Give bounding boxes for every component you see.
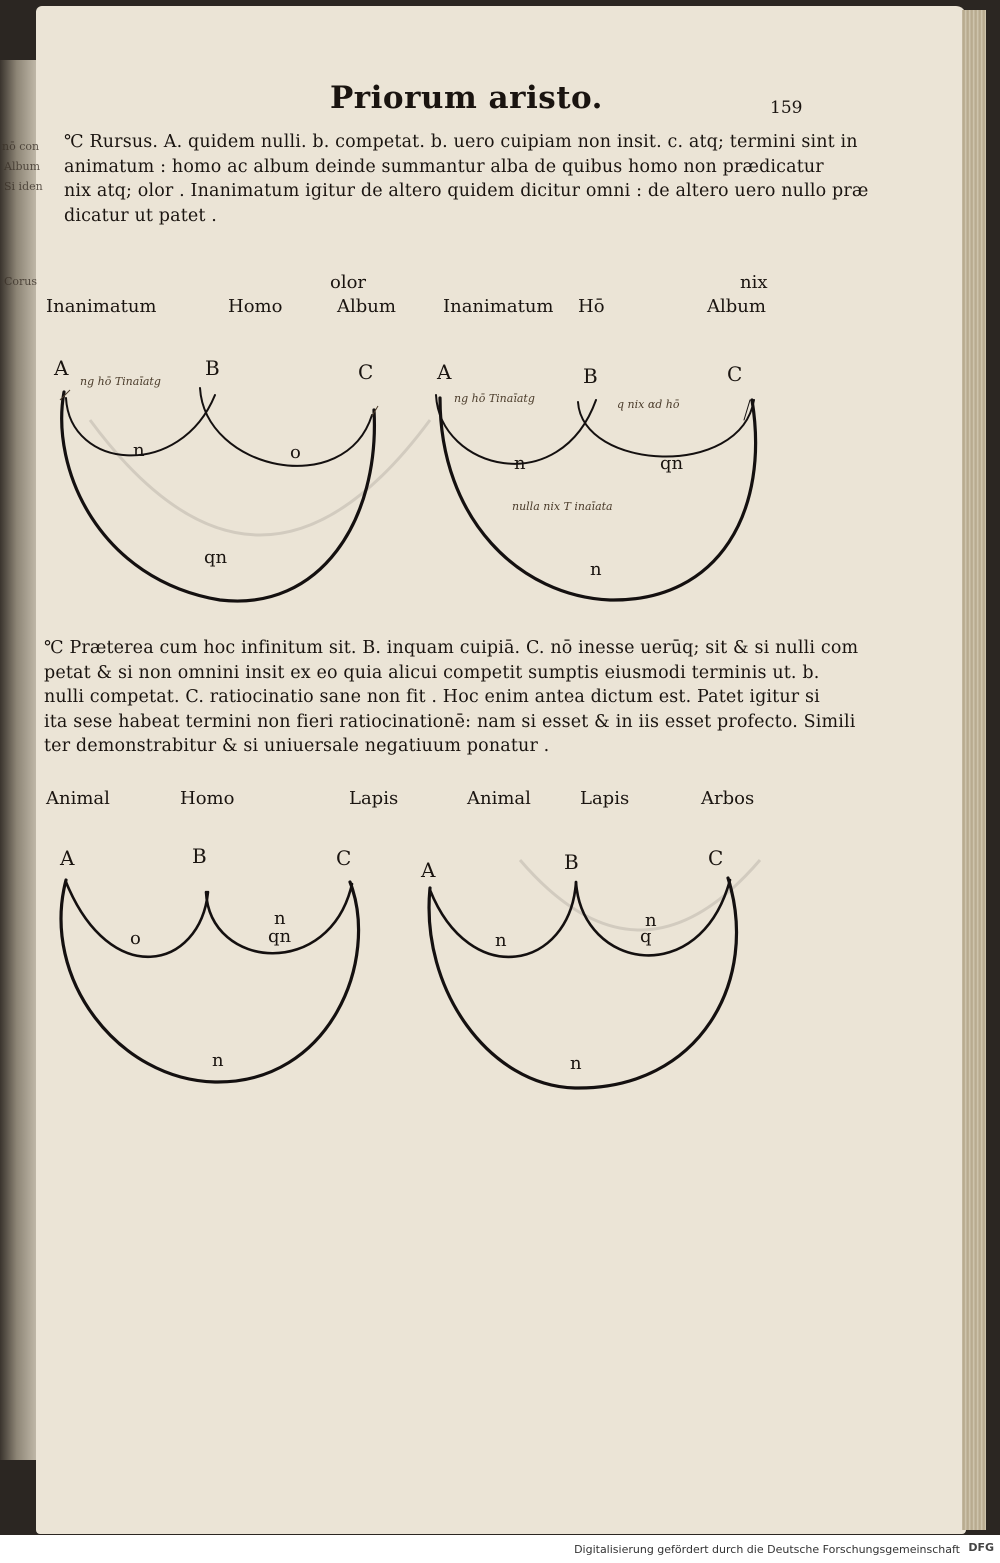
term-minor: Album xyxy=(337,296,396,317)
left-arc xyxy=(430,882,576,957)
letter-b: B xyxy=(192,844,207,868)
region-mark: n xyxy=(570,1053,582,1074)
handwritten-note: ng hō Tinaīatg xyxy=(454,392,535,405)
term-middle: Homo xyxy=(228,296,283,317)
region-mark: qn xyxy=(204,547,228,568)
letter-a: A xyxy=(54,356,69,380)
text-line: petat & si non omnini insit ex eo quia alicui competit sumptis eiusmodi terminis ut. b. xyxy=(44,662,820,683)
text-line: ita sese habeat termini non fieri ratiocinationē: nam si esset & in iis esset profecto. Simili xyxy=(44,711,856,732)
letter-b: B xyxy=(205,356,220,380)
term-middle: Hō xyxy=(578,296,605,317)
term-major: Animal xyxy=(467,788,531,809)
letter-a: A xyxy=(421,858,436,882)
region-mark: qn xyxy=(268,926,292,947)
letter-a: A xyxy=(60,846,75,870)
dfg-logo: DFG xyxy=(968,1541,994,1554)
text-line: ℃ Præterea cum hoc infinitum sit. B. inquam cuipiā. C. nō inesse uerūq; sit & si nulli com xyxy=(44,638,859,658)
term-middle: Homo xyxy=(180,788,235,809)
text-line: dicatur ut patet . xyxy=(64,205,218,226)
region-mark: o xyxy=(290,442,301,463)
letter-c: C xyxy=(358,360,374,384)
right-arc xyxy=(206,884,352,953)
term-minor: Album xyxy=(707,296,766,317)
region-mark: o xyxy=(130,928,141,949)
region-mark: n xyxy=(495,930,507,951)
letter-c: C xyxy=(727,362,743,386)
letter-c: C xyxy=(336,846,352,870)
running-head: Priorum aristo. xyxy=(330,80,603,116)
funding-credit: Digitalisierung gefördert durch die Deutsche Forschungsgemeinschaft xyxy=(574,1543,960,1556)
term-minor: Lapis xyxy=(349,788,399,809)
adjacent-page-fragment: nō con xyxy=(2,140,40,153)
region-mark: n xyxy=(274,908,286,929)
letter-c: C xyxy=(708,846,724,870)
text-line: nulli competat. C. ratiocinatio sane non fit . Hoc enim antea dictum est. Patet igitur si xyxy=(44,687,820,707)
text-line: ℃ Rursus. A. quidem nulli. b. competat. b. uero cuipiam non insit. c. atq; termini sint in xyxy=(64,132,858,152)
region-mark: qn xyxy=(660,453,684,474)
region-mark: n xyxy=(212,1050,224,1071)
letter-a: A xyxy=(437,360,452,384)
text-line: nix atq; olor . Inanimatum igitur de altero quidem dicitur omni : de altero uero nullo præ xyxy=(64,181,869,201)
region-mark: n xyxy=(590,559,602,580)
left-arc xyxy=(66,882,208,957)
region-mark: n xyxy=(514,453,526,474)
adjacent-page-fragment: Si iden xyxy=(4,180,43,193)
term-middle: Lapis xyxy=(580,788,630,809)
page-number: 159 xyxy=(770,98,803,118)
handwritten-note: nulla nix T inaīata xyxy=(512,500,613,513)
footer-bar xyxy=(0,1535,1000,1563)
right-arc xyxy=(576,880,730,955)
term-major: Animal xyxy=(46,788,110,809)
text-line: ter demonstrabitur & si uniuersale negatiuum ponatur . xyxy=(44,736,550,756)
region-mark: n xyxy=(645,910,657,931)
region-mark: q xyxy=(640,926,652,947)
adjacent-page-fragment: Corus xyxy=(4,275,38,288)
term-extra: nix xyxy=(740,272,768,293)
region-mark: n xyxy=(133,440,145,461)
letter-b: B xyxy=(564,850,579,874)
term-major: Inanimatum xyxy=(443,296,554,317)
term-extra: olor xyxy=(330,272,367,293)
adjacent-page-fragment: Album xyxy=(4,160,41,173)
text-line: animatum : homo ac album deinde summantur alba de quibus homo non prædicatur xyxy=(64,156,824,177)
handwritten-note: q nix ɑd hō xyxy=(617,398,680,411)
term-major: Inanimatum xyxy=(46,296,157,317)
term-minor: Arbos xyxy=(701,788,755,809)
handwritten-note: ng hō Tinaīatg xyxy=(80,375,161,388)
letter-b: B xyxy=(583,364,598,388)
